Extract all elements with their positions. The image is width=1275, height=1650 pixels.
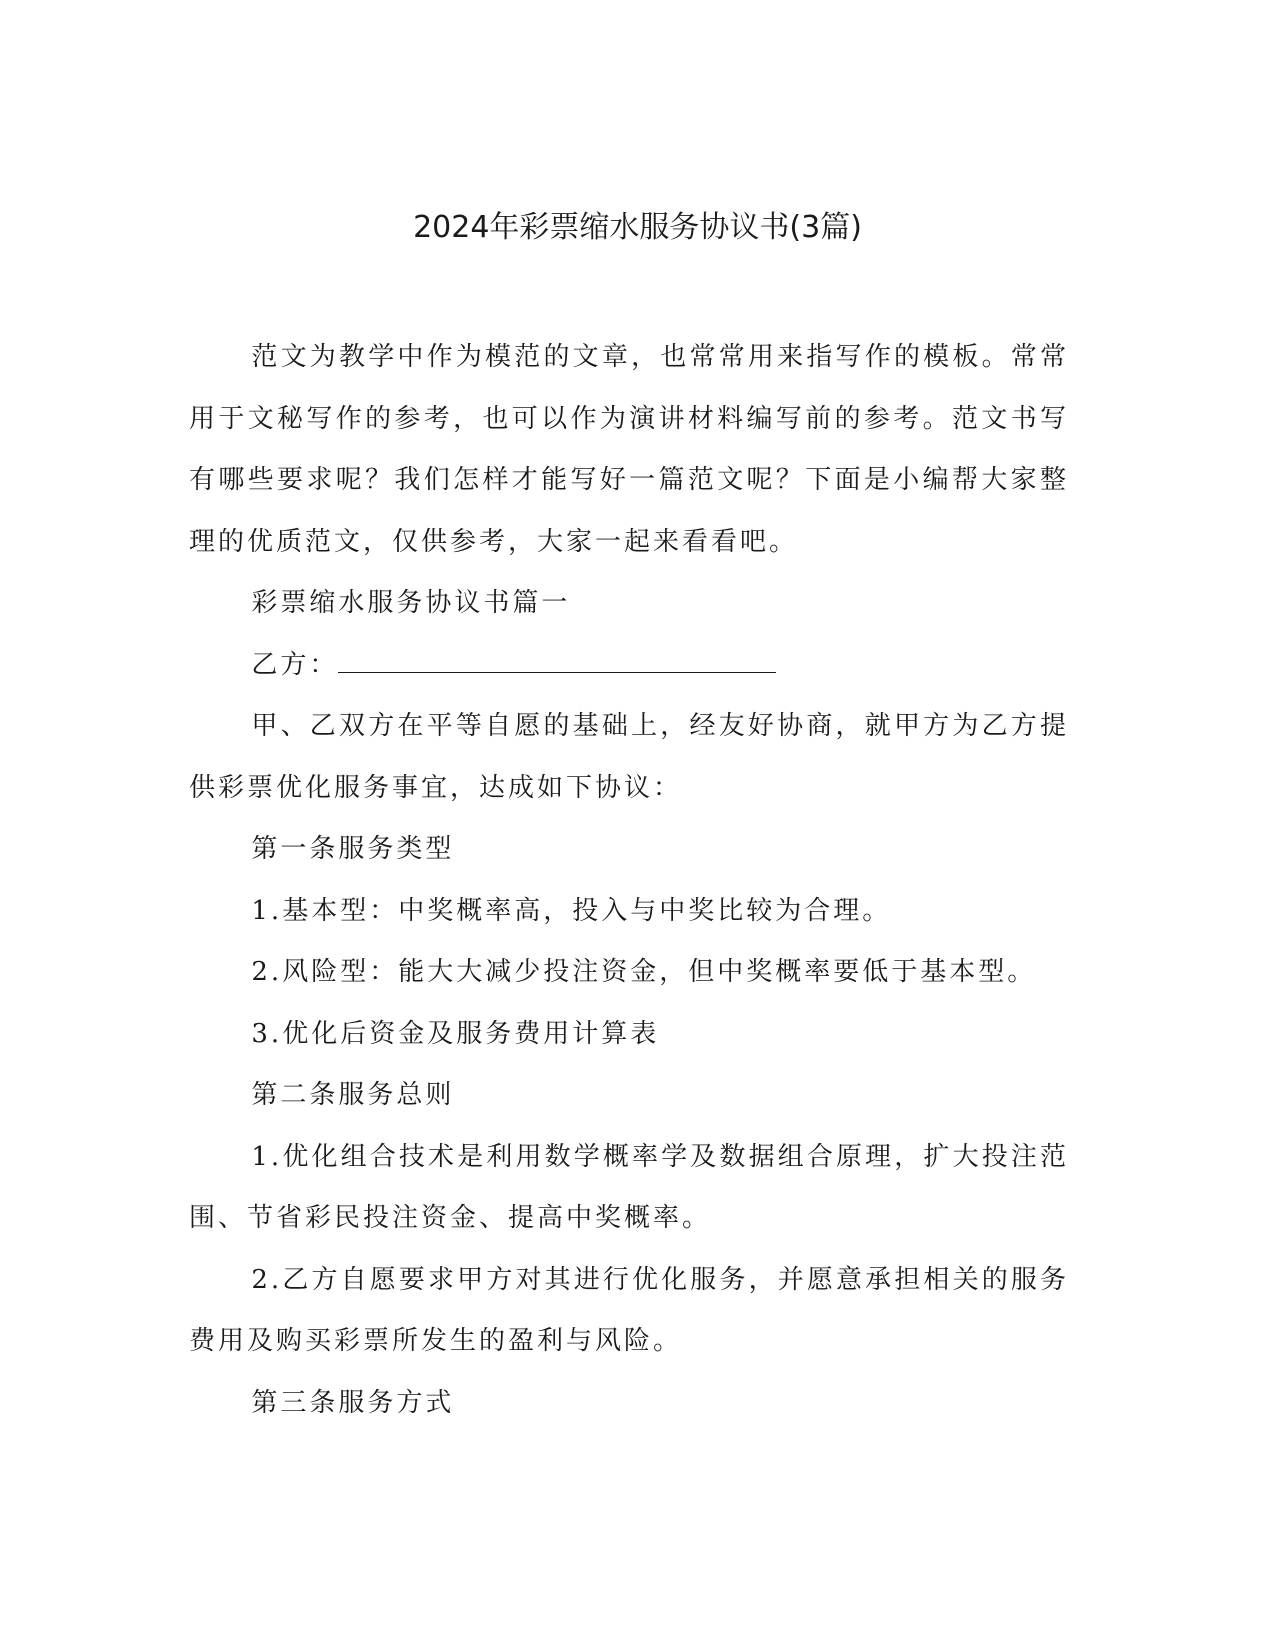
article-2-heading: 第二条服务总则 [251, 1080, 455, 1110]
article-1-heading: 第一条服务类型 [251, 834, 455, 864]
article-1-item-2: 2.风险型：能大大减少投注资金，但中奖概率要低于基本型。 [251, 957, 1037, 987]
section-heading: 彩票缩水服务协议书篇一 [251, 588, 571, 618]
article-1-item-1: 1.基本型：中奖概率高，投入与中奖比较为合理。 [251, 895, 892, 926]
party-b-blank-field [338, 646, 776, 673]
party-b-line [189, 635, 1069, 697]
agreement-intro-paragraph: 甲、乙双方在平等自愿的基础上，经友好协商，就甲方为乙方提供彩票优化服务事宜，达成如下协议： [189, 711, 1069, 803]
article-1-item-3: 3.优化后资金及服务费用计算表 [251, 1018, 660, 1049]
article-2-item-1: 1.优化组合技术是利用数学概率学及数据组合原理，扩大投注范围、节省彩民投注资金、提高中奖概率。 [189, 1141, 1069, 1233]
document-body [189, 327, 1069, 1434]
article-2-item-2: 2.乙方自愿要求甲方对其进行优化服务，并愿意承担相关的服务费用及购买彩票所发生的盈利与风险。 [189, 1264, 1069, 1356]
document-title: 2024年彩票缩水服务协议书(3篇) [413, 210, 862, 245]
party-b-label: 乙方： [251, 649, 339, 680]
intro-paragraph: 范文为教学中作为模范的文章，也常常用来指写作的模板。常常用于文秘写作的参考，也可以作为演讲材料编写前的参考。范文书写有哪些要求呢？我们怎样才能写好一篇范文呢？下面是小编帮大家整理的优质范文，仅供参考，大家一起来看看吧。 [189, 342, 1069, 557]
article-3-heading: 第三条服务方式 [251, 1387, 455, 1418]
